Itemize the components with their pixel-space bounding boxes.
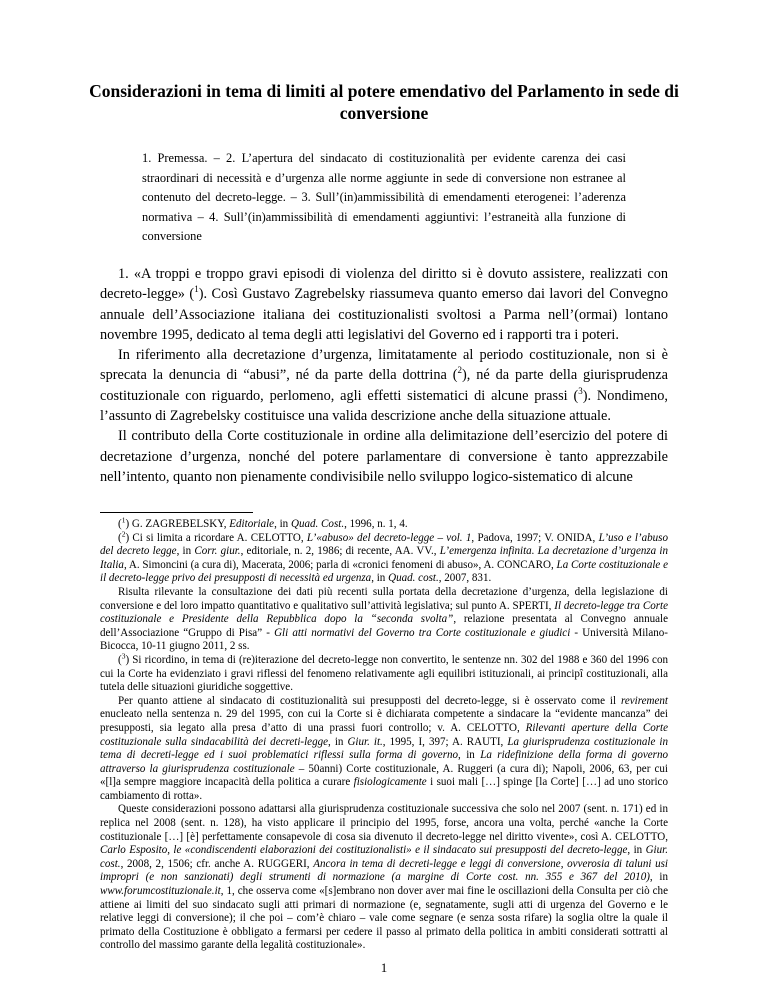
- external-link[interactable]: www.forumcostituzionale.it: [100, 885, 221, 898]
- footnotes: [100, 515, 669, 953]
- footnote-1: ($^1$) G. ZAGREBELSKY, Editoriale, in Quad. Cost., 1996, n. 1, 4.: [118, 515, 408, 530]
- document-title: Considerazioni in tema di limiti al potere emendativo del Parlamento in sede di conversione: [89, 81, 679, 123]
- footnote-2-continued: Risulta rilevante la consultazione dei dati più recenti sulla portata della decretazione d’urgenza, della legislazione di conversione e del loro impatto quantitativo e qualitativo sull’attività legislativa; sul punto A. SPERTI, Il decreto-legge tra Corte costituzionale e Presidente della Repubblica dopo la “seconda svolta”, relazione presentata al Convegno annuale dell’Associazione “Gruppo di Pisa” - Gli atti normativi del Governo tra Corte costituzionale e giudici - Università Milano-Bicocca, 10-11 giugno 2011, 2 ss.: [100, 585, 668, 653]
- paragraph-2: In riferimento alla decretazione d’urgenza, limitatamente al periodo costituzionale, non si è sprecata la denuncia di “abusi”, né da parte della dottrina ($^2$), né da parte della giurisprudenza costituzionale con riguardo, perlomeno, agli effetti sistematici di alcune prassi ($^3$). Nondimeno, l’assunto di Zagrebelsky costituisce una valida descrizione anche della situazione attuale.: [100, 347, 668, 425]
- table-of-contents-summary: 1. Premessa. – 2. L’apertura del sindacato di costituzionalità per evidente carenza dei casi straordinari di necessità e d’urgenza alle norme aggiunte in sede di conversione non estranee al contenuto del decreto-legge. – 3. Sull’(in)ammissibilità di emendamenti eterogenei: l’aderenza normativa – 4. Sull’(in)ammissibilità di emendamenti aggiuntivi: l’estraneità alla funzione di conversione: [142, 151, 626, 243]
- footnote-3-continued-2: Queste considerazioni possono adattarsi alla giurisprudenza costituzionale successiva che solo nel 2007 (sent. n. 171) ed in replica nel 2008 (sent. n. 128), ha visto applicare il principio del 1995, forse, ancora una volta, perché «anche la Corte costituzionale […] [è] perfettamente consapevole di cosa sia divenuto il decreto-legge nel diritto vivente», così A. CELOTTO, Carlo Esposito, le «condiscendenti elaborazioni dei costituzionalisti» e il sindacato sui presupposti del decreto-legge, in Giur. cost., 2008, 2, 1506; cfr. anche A. RUGGERI, Ancora in tema di decreti-legge e leggi di conversione, ovverosia di taluni usi impropri (e non sanzionati) degli strumenti di normazione (a margine di Corte cost. nn. 355 e 367 del 2010), in www.forumcostituzionale.it, 1, che osserva come «[s]embrano non dover aver mai fine le oscillazioni della Consulta per ciò che attiene ai limiti del suo sindacato sugli atti primari di normazione (e, segnatamente, sugli atti di urgenza del Governo e le relative leggi di conversione); il che poi – com’è chiaro – vale come segnare (e senza sosta rifare) la soglia oltre la quale il primato della Costituzione è obbligato a fermarsi per cedere il passo al primato della politica in ambiti considerati sottratti al controllo del massimo garante della legalità costituzionale».: [100, 803, 668, 952]
- footnote-3: ($^3$) Si ricordino, in tema di (re)iterazione del decreto-legge non convertito, le sentenze nn. 302 del 1988 e 360 del 1996 con cui la Corte ha evidenziato i gravi riflessi del fenomeno relativamente agli equilibri istituzionali, ai principî costituzionali, alla tutela delle situazioni giuridiche soggettive.: [100, 651, 668, 694]
- paragraph-3: Il contributo della Corte costituzionale in ordine alla delimitazione dell’esercizio del potere di decretazione d’urgenza, nonché del potere parlamentare di conversione è tanto apprezzabile nell’intento, quanto non pienamente condivisibile nello sviluppo logico-sistematico di alcune: [100, 428, 668, 485]
- footnote-3-continued: Per quanto attiene al sindacato di costituzionalità sui presupposti del decreto-legge, si è osservato come il revirement enucleato nella sentenza n. 29 del 1995, con cui la Corte si è dichiarata competente a sindacare la “evidente mancanza” dei presupposti, sia legato alla presa d’atto di una prassi fuori controllo; v. A. CELOTTO, Rilevanti aperture della Corte costituzionale sulla sindacabilità dei decreti-legge, in Giur. it., 1995, I, 397; A. RAUTI, La giurisprudenza costituzionale in tema di decreti-legge ed i suoi problematici riflessi sulla forma di governo, in La ridefinizione della forma di governo attraverso la giurisprudenza costituzionale – 50anni) Corte costituzionale, A. Ruggeri (a cura di); Napoli, 2006, 63, per cui «[l]a sempre maggiore incapacità della politica a curare fisiologicamente i suoi mali […] spinge [la Corte] […] ad uno storico cambiamento di rotta».: [100, 694, 668, 802]
- page-number: 1: [380, 960, 388, 975]
- footnote-ref-2[interactable]: 2: [457, 365, 463, 376]
- paragraph-1: 1. «A troppi e troppo gravi episodi di violenza del diritto si è dovuto assistere, realizzati con decreto-legge» ($^1$). Così Gustavo Zagrebelsky riassumeva quanto emerso dai lavori del Convegno annuale dell’Associazione italiana dei costituzionalisti svoltosi a Parma nell’(ormai) lontano novembre 1995, dedicato al tema degli atti legislativi del Governo ed i rapporti tra i poteri.: [100, 266, 668, 343]
- body-text: [100, 264, 668, 487]
- footnote-2: ($^2$) Ci si limita a ricordare A. CELOTTO, L’«abuso» del decreto-legge – vol. 1, Padova, 1997; V. ONIDA, L’uso e l’abuso del decreto legge, in Corr. giur., editoriale, n. 2, 1986; di recente, AA. VV., L’emergenza infinita. La decretazione d’urgenza in Italia, A. Simoncini (a cura di), Macerata, 2006; parla di «cronici fenomeni di abuso», A. CONCARO, La Corte costituzionale e il decreto-legge privo dei presupposti di necessità ed urgenza, in Quad. cost., 2007, 831.: [100, 528, 669, 585]
- footnote-separator: [100, 512, 253, 513]
- footnote-ref-3[interactable]: 3: [578, 386, 583, 397]
- footnote-ref-1[interactable]: 1: [194, 284, 199, 295]
